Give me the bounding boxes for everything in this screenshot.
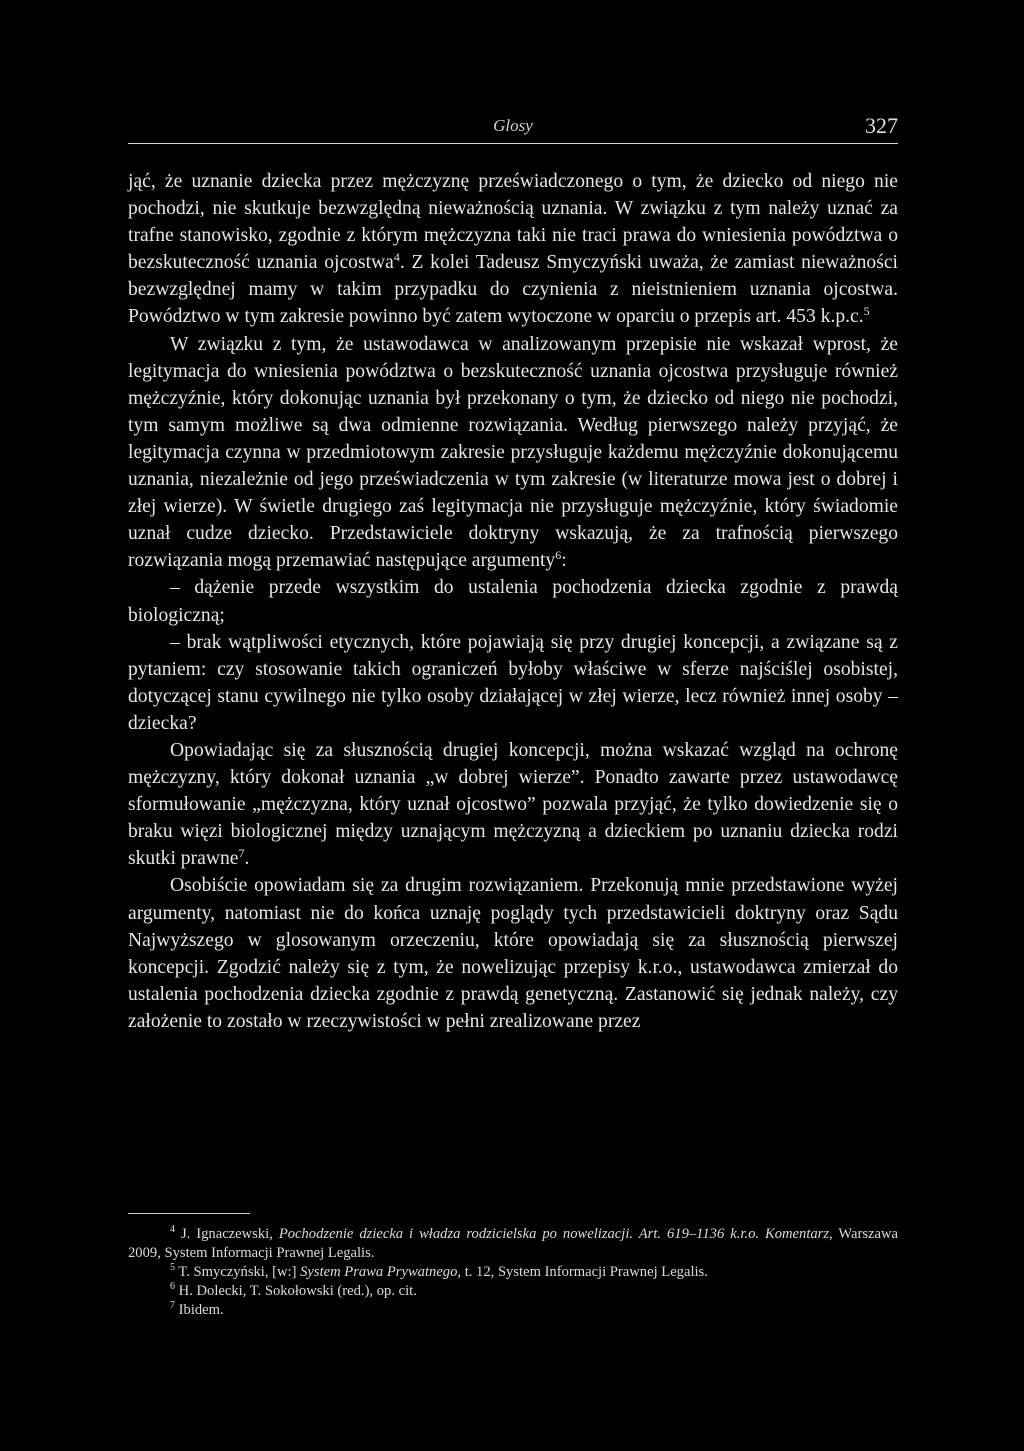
list-item-1: – dążenie przede wszystkim do ustalenia pochodzenia dziecka zgodnie z prawdą biologiczną; [128, 577, 898, 626]
footnote-4-number: 4 [170, 1224, 175, 1235]
footnote-4-author: J. Ignaczewski, [180, 1226, 279, 1242]
paragraph-2 [128, 331, 898, 575]
paragraph-1-text-a: jąć, że uznanie dziecka przez mężczyznę przeświadczonego o tym, że dziecko od niego nie pochodzi, nie skutkuje bezwzględną nieważnością uznania. W związku z tym należy uznać za trafne stanowisko, zgodnie z którym mężczyzna taki nie traci prawa do wniesienia powództwa o bezskuteczność uznania ojcostwa [128, 171, 898, 274]
paragraph-3-text-b: . [244, 848, 250, 870]
footnote-4-rest: , Warszawa 2009, System Informacji Prawnej Legalis. [128, 1226, 898, 1262]
footnote-7-text: Ibidem. [178, 1302, 224, 1319]
main-text [128, 168, 898, 1035]
footnote-5-title: System Prawa Prywatnego [300, 1264, 458, 1281]
footnote-ref-7: 7 [238, 846, 245, 861]
footnote-4-title: Pochodzenie dziecka i władza rodzicielska po nowelizacji. Art. 619–1136 k.r.o. Komentarz [278, 1226, 830, 1242]
paragraph-1 [128, 168, 898, 331]
footnote-5-author: T. Smyczyński, [w:] [178, 1264, 301, 1281]
list-item-2: – brak wątpliwości etycznych, które pojawiają się przy drugiej koncepcji, a związane są z pytaniem: czy stosowanie takich ograniczeń byłoby właściwe w sferze najściślej osobistej, dotyczącej stanu cywilnego nie tylko osoby działającej w złej wierze, lecz również innej osoby – dziecka? [128, 631, 898, 734]
footnote-ref-6: 6 [555, 548, 562, 563]
paragraph-1-text-b: . Z kolei Tadeusz Smyczyński uważa, że zamiast nieważności bezwzględnej mamy w takim przypadku do czynienia z nieistnieniem uznania ojcostwa. Powództwo w tym zakresie powinno być zatem wytoczone w oparciu o przepis art. 453 k.p.c. [128, 252, 898, 328]
footnote-5 [128, 1263, 898, 1282]
footnote-5-number: 5 [170, 1262, 175, 1274]
page-header [128, 113, 898, 144]
footnote-ref-5: 5 [863, 304, 870, 319]
footnote-7 [128, 1301, 898, 1320]
footnote-ref-4: 4 [393, 250, 400, 265]
footnote-6-number: 6 [170, 1281, 175, 1293]
paragraph-2-text-a: W związku z tym, że ustawodawca w analizowanym przepisie nie wskazał wprost, że legitymacja do wniesienia powództwa o bezskuteczność uznania ojcostwa przysługuje również mężczyźnie, który dokonując uznania był przekonany o tym, że dziecko od niego nie pochodzi, tym samym możliwe są dwa odmienne rozwiązania. Według pierwszego należy przyjąć, że legitymacja czynna w przedmiotowym zakresie przysługuje każdemu mężczyźnie dokonującemu uznania, niezależnie od jego przeświadczenia w tym zakresie (w literaturze mowa jest o dobrej i złej wierze). W świetle drugiego zaś legitymacja nie przysługuje mężczyźnie, który świadomie uznał cudze dziecko. Przedstawiciele doktryny wskazują, że za trafnością pierwszego rozwiązania mogą przemawiać następujące argumenty [128, 333, 898, 572]
footnote-5-rest: , t. 12, System Informacji Prawnej Legalis. [457, 1264, 708, 1281]
page-number: 327 [865, 113, 898, 138]
running-title: Glosy [493, 116, 533, 135]
paragraph-3 [128, 737, 898, 872]
footnote-separator [128, 1213, 250, 1214]
paragraph-3-text-a: Opowiadając się za słusznością drugiej koncepcji, można wskazać wzgląd na ochronę mężczyzny, który dokonał uznania „w dobrej wierze”. Ponadto zawarte przez ustawodawcę sformułowanie „mężczyzna, który uznał ojcostwo” pozwala przyjąć, że tylko dowiedzenie się o braku więzi biologicznej między uznającym mężczyzną a dzieckiem po uznaniu dziecka rodzi skutki prawne [128, 739, 898, 870]
footnote-6-text: H. Dolecki, T. Sokołowski (red.), op. cit. [178, 1283, 417, 1300]
paragraph-4: Osobiście opowiadam się za drugim rozwiązaniem. Przekonują mnie przedstawione wyżej argumenty, natomiast nie do końca uznaję poglądy tych przedstawicieli doktryny oraz Sądu Najwyższego w glosowanym orzeczeniu, które opowiadają się za słusznością pierwszej koncepcji. Zgodzić należy się z tym, że nowelizując przepisy k.r.o., ustawodawca zmierzał do ustalenia pochodzenia dziecka zgodnie z prawdą genetyczną. Zastanowić się jednak należy, czy założenie to zostało w rzeczywistości w pełni zrealizowane przez [128, 875, 898, 1032]
footnote-7-number: 7 [170, 1300, 175, 1312]
footnotes [128, 1225, 898, 1320]
footnote-6 [128, 1282, 898, 1301]
paragraph-2-text-b: : [561, 550, 567, 572]
footnote-4 [128, 1225, 898, 1263]
